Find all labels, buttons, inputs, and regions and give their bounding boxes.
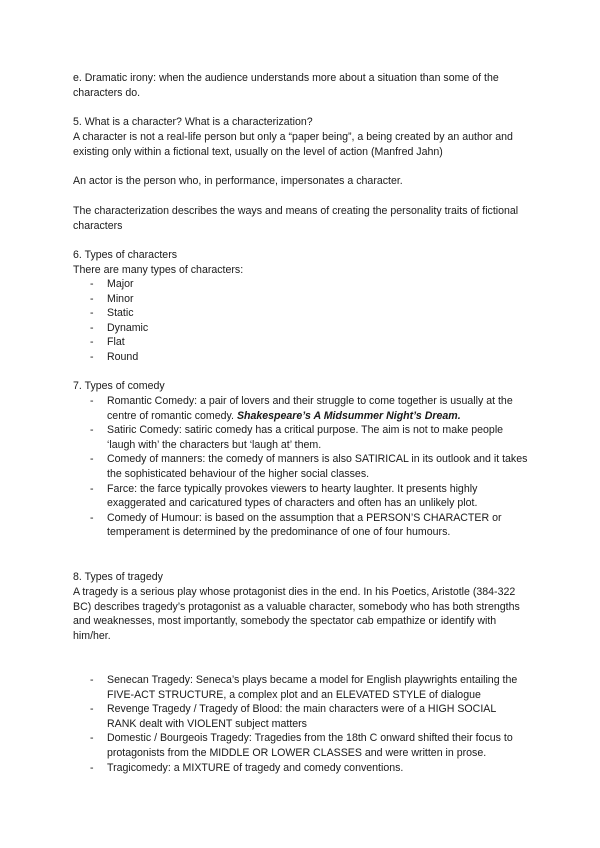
list-item: - Comedy of manners: the comedy of manners is also SATIRICAL in its outlook and it takes the sophisticated behaviour of the higher social classes. — [88, 452, 528, 481]
list-item: - Domestic / Bourgeois Tragedy: Tragedies from the 18th C onward shifted their focus to protagonists from the MIDDLE OR LOWER CLASSES and were written in prose. — [88, 731, 528, 760]
list-item-text: Romantic Comedy: a pair of lovers and their struggle to come together is usually at the centre of romantic comedy. — [107, 395, 513, 422]
characterization-definition-paragraph: The characterization describes the ways and means of creating the personality traits of fictional characters — [73, 205, 519, 232]
section-8-heading: 8. Types of tragedy — [73, 571, 163, 583]
list-item: - Tragicomedy: a MIXTURE of tragedy and comedy conventions. — [88, 761, 528, 776]
dramatic-irony-paragraph: e. Dramatic irony: when the audience understands more about a situation than some of the characters do. — [73, 72, 499, 99]
character-types-list — [88, 277, 528, 365]
list-item: - Static — [88, 306, 528, 321]
list-item: - Farce: the farce typically provokes viewers to hearty laughter. It presents highly exaggerated and caricatured types of characters and often has an unlikely plot. — [88, 482, 528, 511]
list-item: - Round — [88, 350, 528, 365]
list-item: - Senecan Tragedy: Seneca’s plays became a model for English playwrights entailing the FIVE-ACT STRUCTURE, a complex plot and an ELEVATED STYLE of dialogue — [88, 673, 528, 702]
list-item: - Comedy of Humour: is based on the assumption that a PERSON’S CHARACTER or temperament is determined by the predominance of one of four humours. — [88, 511, 528, 540]
list-item: - Flat — [88, 335, 528, 350]
section-6-intro: There are many types of characters: — [73, 264, 244, 276]
section-6-heading: 6. Types of characters — [73, 249, 178, 261]
list-item: - Major — [88, 277, 528, 292]
list-item — [88, 394, 528, 423]
list-item: - Minor — [88, 292, 528, 307]
tragedy-definition-paragraph: A tragedy is a serious play whose protagonist dies in the end. In his Poetics, Aristotle (384-322 BC) describes tragedy’s protagonist as a valuable character, somebody who has both strengths and weaknesses, most importantly, somebody the spectator cab empathize or identify with him/her. — [73, 586, 520, 642]
list-item: - Satiric Comedy: satiric comedy has a critical purpose. The aim is not to make people ‘laugh with’ the characters but ‘laugh at’ them. — [88, 423, 528, 452]
comedy-types-list — [88, 394, 528, 540]
section-5-heading: 5. What is a character? What is a characterization? — [73, 116, 313, 128]
list-item: - Revenge Tragedy / Tragedy of Blood: the main characters were of a HIGH SOCIAL RANK dealt with VIOLENT subject matters — [88, 702, 528, 731]
play-title-emphasis: Shakespeare’s A Midsummer Night’s Dream. — [236, 409, 461, 422]
section-7-heading: 7. Types of comedy — [73, 380, 165, 392]
list-item: - Dynamic — [88, 321, 528, 336]
character-definition-paragraph: A character is not a real-life person but only a “paper being”, a being created by an author and existing only within a fictional text, usually on the level of action (Manfred Jahn) — [73, 131, 513, 158]
tragedy-types-list — [88, 673, 528, 775]
actor-definition-paragraph: An actor is the person who, in performance, impersonates a character. — [73, 175, 403, 187]
